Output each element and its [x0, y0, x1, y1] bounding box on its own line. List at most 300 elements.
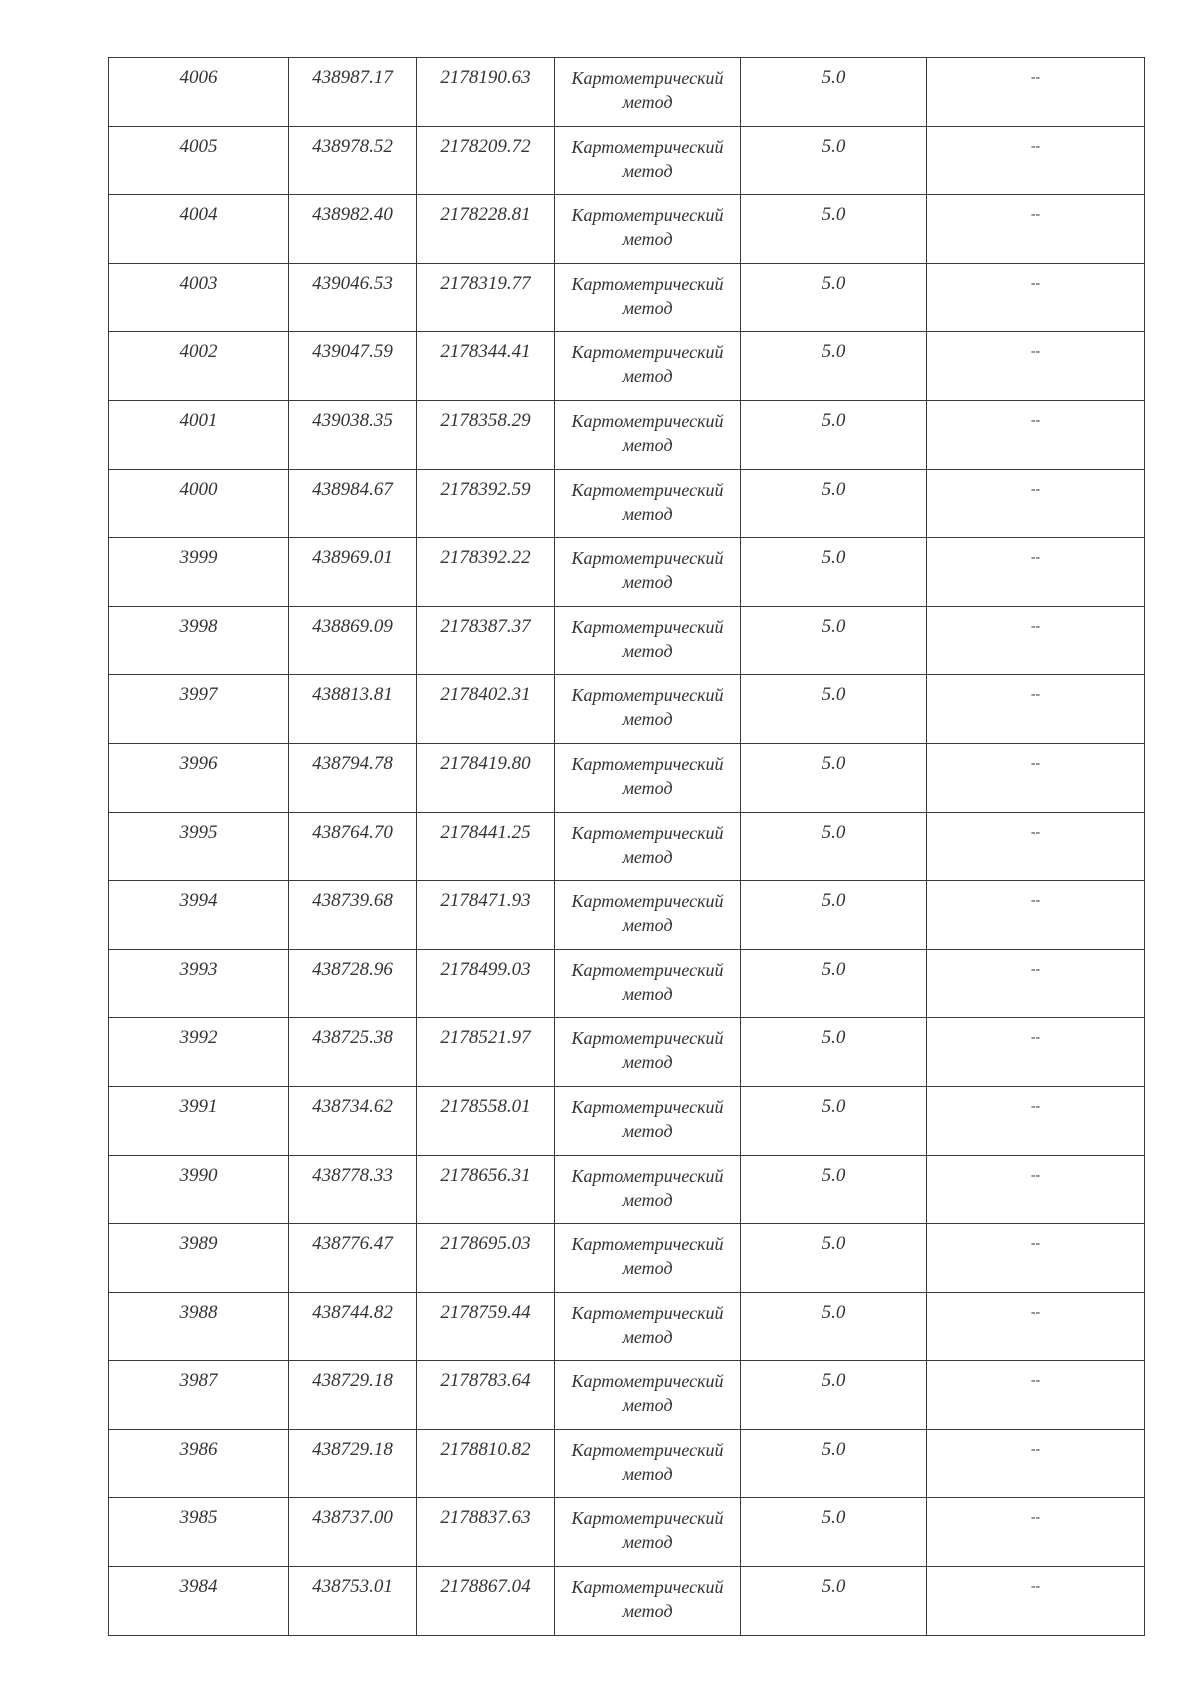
table-row [109, 949, 1145, 1018]
point-number-cell [109, 881, 289, 950]
point-number-cell [109, 400, 289, 469]
method-line-1: Картометрический [571, 753, 724, 774]
y-coordinate: 2178695.03 [440, 1233, 531, 1255]
method-line-1: Картометрический [571, 342, 724, 363]
y-coordinate-cell [417, 126, 555, 195]
y-coordinate: 2178387.37 [440, 615, 531, 637]
x-coordinate: 438744.82 [312, 1301, 393, 1323]
accuracy-value: 5.0 [821, 684, 846, 706]
description-cell [927, 1155, 1145, 1224]
x-coordinate-cell [289, 263, 417, 332]
point-number: 3988 [179, 1301, 218, 1323]
method-line-1: Картометрический [571, 685, 724, 706]
method-cell [555, 1429, 741, 1498]
method-text [555, 1498, 740, 1554]
method-line-1: Картометрический [571, 1577, 724, 1598]
accuracy-value: 5.0 [821, 547, 846, 569]
method-line-1: Картометрический [571, 548, 724, 569]
x-coordinate-cell [289, 606, 417, 675]
table-row [109, 1292, 1145, 1361]
method-line-1: Картометрический [571, 822, 724, 843]
accuracy-cell [741, 812, 927, 881]
table-row [109, 881, 1145, 950]
point-number: 4003 [179, 272, 218, 294]
y-coordinate: 2178228.81 [440, 204, 531, 226]
y-coordinate-cell [417, 812, 555, 881]
x-coordinate: 438869.09 [312, 615, 393, 637]
accuracy-cell [741, 1086, 927, 1155]
y-coordinate-cell [417, 1498, 555, 1567]
method-text [555, 881, 740, 937]
accuracy-cell [741, 1567, 927, 1636]
x-coordinate: 438753.01 [312, 1576, 393, 1598]
method-line-2: метод [622, 1120, 673, 1141]
accuracy-cell [741, 1018, 927, 1087]
description-value: -- [1030, 755, 1041, 771]
table-row [109, 1567, 1145, 1636]
x-coordinate-cell [289, 1018, 417, 1087]
point-number-cell [109, 812, 289, 881]
method-line-2: метод [622, 160, 673, 181]
point-number: 3996 [179, 752, 218, 774]
point-number: 3990 [179, 1164, 218, 1186]
description-value: -- [1030, 618, 1041, 634]
x-coordinate: 438764.70 [312, 821, 393, 843]
x-coordinate: 438969.01 [312, 547, 393, 569]
method-text [555, 1567, 740, 1623]
y-coordinate-cell [417, 881, 555, 950]
table-row [109, 58, 1145, 127]
table-row [109, 332, 1145, 401]
description-cell [927, 812, 1145, 881]
point-number: 3998 [179, 615, 218, 637]
accuracy-value: 5.0 [821, 409, 846, 431]
x-coordinate-cell [289, 195, 417, 264]
description-cell [927, 469, 1145, 538]
accuracy-cell [741, 743, 927, 812]
method-text [555, 470, 740, 526]
point-number: 4001 [179, 409, 218, 431]
x-coordinate-cell [289, 1292, 417, 1361]
description-value: -- [1030, 1167, 1041, 1183]
table-row [109, 469, 1145, 538]
x-coordinate: 438739.68 [312, 890, 393, 912]
table-row [109, 675, 1145, 744]
method-cell [555, 1155, 741, 1224]
method-cell [555, 1086, 741, 1155]
table-row [109, 606, 1145, 675]
x-coordinate-cell [289, 675, 417, 744]
x-coordinate: 438728.96 [312, 958, 393, 980]
accuracy-cell [741, 1292, 927, 1361]
method-cell [555, 126, 741, 195]
description-cell [927, 1498, 1145, 1567]
point-number: 3987 [179, 1370, 218, 1392]
table-row [109, 1498, 1145, 1567]
description-value: -- [1030, 481, 1041, 497]
method-text [555, 332, 740, 388]
description-value: -- [1030, 412, 1041, 428]
method-cell [555, 1224, 741, 1293]
method-cell [555, 675, 741, 744]
x-coordinate-cell [289, 332, 417, 401]
method-line-1: Картометрический [571, 891, 724, 912]
point-number-cell [109, 1429, 289, 1498]
description-cell [927, 332, 1145, 401]
point-number: 3984 [179, 1576, 218, 1598]
y-coordinate: 2178471.93 [440, 890, 531, 912]
method-text [555, 950, 740, 1006]
description-cell [927, 1292, 1145, 1361]
method-line-1: Картометрический [571, 1165, 724, 1186]
method-cell [555, 606, 741, 675]
y-coordinate-cell [417, 1155, 555, 1224]
method-line-2: метод [622, 434, 673, 455]
description-value: -- [1030, 1579, 1041, 1595]
accuracy-cell [741, 949, 927, 1018]
method-cell [555, 1292, 741, 1361]
description-value: -- [1030, 138, 1041, 154]
point-number: 3991 [179, 1095, 218, 1117]
accuracy-cell [741, 195, 927, 264]
y-coordinate: 2178344.41 [440, 341, 531, 363]
method-line-2: метод [622, 1258, 673, 1279]
method-line-1: Картометрический [571, 616, 724, 637]
y-coordinate: 2178810.82 [440, 1438, 531, 1460]
table-row [109, 263, 1145, 332]
method-line-2: метод [622, 1601, 673, 1622]
method-line-2: метод [622, 709, 673, 730]
method-cell [555, 1498, 741, 1567]
point-number: 4005 [179, 135, 218, 157]
description-cell [927, 606, 1145, 675]
accuracy-value: 5.0 [821, 272, 846, 294]
accuracy-cell [741, 881, 927, 950]
method-line-1: Картометрический [571, 205, 724, 226]
method-line-2: метод [622, 1189, 673, 1210]
y-coordinate: 2178499.03 [440, 958, 531, 980]
x-coordinate: 439038.35 [312, 409, 393, 431]
method-line-2: метод [622, 777, 673, 798]
point-number-cell [109, 1361, 289, 1430]
x-coordinate-cell [289, 1224, 417, 1293]
accuracy-cell [741, 58, 927, 127]
x-coordinate: 438729.18 [312, 1370, 393, 1392]
point-number: 4000 [179, 478, 218, 500]
accuracy-value: 5.0 [821, 135, 846, 157]
x-coordinate-cell [289, 1155, 417, 1224]
method-cell [555, 881, 741, 950]
description-value: -- [1030, 961, 1041, 977]
x-coordinate-cell [289, 400, 417, 469]
point-number-cell [109, 263, 289, 332]
description-cell [927, 675, 1145, 744]
x-coordinate-cell [289, 812, 417, 881]
method-line-1: Картометрический [571, 959, 724, 980]
table-row [109, 743, 1145, 812]
x-coordinate-cell [289, 1567, 417, 1636]
point-number: 4004 [179, 204, 218, 226]
description-cell [927, 263, 1145, 332]
accuracy-cell [741, 469, 927, 538]
y-coordinate-cell [417, 400, 555, 469]
point-number: 3995 [179, 821, 218, 843]
accuracy-value: 5.0 [821, 1027, 846, 1049]
method-line-1: Картометрический [571, 1028, 724, 1049]
point-number-cell [109, 1498, 289, 1567]
x-coordinate-cell [289, 58, 417, 127]
table-row [109, 1018, 1145, 1087]
description-cell [927, 1429, 1145, 1498]
method-text [555, 1361, 740, 1417]
description-value: -- [1030, 687, 1041, 703]
y-coordinate: 2178867.04 [440, 1576, 531, 1598]
method-text [555, 1293, 740, 1349]
table-row [109, 1429, 1145, 1498]
x-coordinate: 438978.52 [312, 135, 393, 157]
y-coordinate-cell [417, 949, 555, 1018]
point-number-cell [109, 58, 289, 127]
point-number: 4002 [179, 341, 218, 363]
accuracy-value: 5.0 [821, 204, 846, 226]
accuracy-cell [741, 1498, 927, 1567]
description-cell [927, 1018, 1145, 1087]
description-cell [927, 126, 1145, 195]
method-line-1: Картометрический [571, 1371, 724, 1392]
point-number: 3985 [179, 1507, 218, 1529]
y-coordinate: 2178837.63 [440, 1507, 531, 1529]
description-cell [927, 538, 1145, 607]
description-value: -- [1030, 893, 1041, 909]
accuracy-value: 5.0 [821, 1438, 846, 1460]
x-coordinate: 439047.59 [312, 341, 393, 363]
accuracy-value: 5.0 [821, 1370, 846, 1392]
point-number: 3992 [179, 1027, 218, 1049]
y-coordinate-cell [417, 469, 555, 538]
accuracy-cell [741, 1361, 927, 1430]
description-value: -- [1030, 1510, 1041, 1526]
table-row [109, 195, 1145, 264]
table-row [109, 1086, 1145, 1155]
method-line-2: метод [622, 640, 673, 661]
method-cell [555, 469, 741, 538]
table-row [109, 812, 1145, 881]
table-row [109, 400, 1145, 469]
point-number: 3986 [179, 1438, 218, 1460]
x-coordinate: 438982.40 [312, 204, 393, 226]
description-value: -- [1030, 70, 1041, 85]
point-number-cell [109, 1086, 289, 1155]
point-number-cell [109, 332, 289, 401]
y-coordinate-cell [417, 1018, 555, 1087]
x-coordinate: 438984.67 [312, 478, 393, 500]
description-value: -- [1030, 824, 1041, 840]
coordinates-table [108, 57, 1145, 1636]
point-number-cell [109, 675, 289, 744]
y-coordinate: 2178558.01 [440, 1095, 531, 1117]
description-value: -- [1030, 1441, 1041, 1457]
method-text [555, 813, 740, 869]
method-line-2: метод [622, 503, 673, 524]
point-number-cell [109, 1224, 289, 1293]
accuracy-value: 5.0 [821, 752, 846, 774]
method-cell [555, 743, 741, 812]
method-line-2: метод [622, 846, 673, 867]
accuracy-cell [741, 1224, 927, 1293]
method-cell [555, 949, 741, 1018]
accuracy-value: 5.0 [821, 1095, 846, 1117]
description-cell [927, 400, 1145, 469]
method-line-1: Картометрический [571, 273, 724, 294]
accuracy-value: 5.0 [821, 821, 846, 843]
point-number-cell [109, 538, 289, 607]
x-coordinate: 438813.81 [312, 684, 393, 706]
description-cell [927, 743, 1145, 812]
table-row [109, 538, 1145, 607]
y-coordinate: 2178392.22 [440, 547, 531, 569]
method-line-2: метод [622, 1326, 673, 1347]
y-coordinate-cell [417, 1567, 555, 1636]
method-text [555, 538, 740, 594]
method-line-1: Картометрический [571, 1234, 724, 1255]
x-coordinate: 438776.47 [312, 1233, 393, 1255]
method-line-1: Картометрический [571, 136, 724, 157]
method-line-2: метод [622, 983, 673, 1004]
method-text [555, 127, 740, 183]
method-line-2: метод [622, 297, 673, 318]
accuracy-cell [741, 126, 927, 195]
method-cell [555, 195, 741, 264]
x-coordinate-cell [289, 743, 417, 812]
y-coordinate-cell [417, 743, 555, 812]
method-cell [555, 263, 741, 332]
method-line-1: Картометрический [571, 1096, 724, 1117]
point-number: 3993 [179, 958, 218, 980]
accuracy-cell [741, 606, 927, 675]
method-text [555, 744, 740, 800]
y-coordinate: 2178419.80 [440, 752, 531, 774]
point-number: 3999 [179, 547, 218, 569]
method-line-2: метод [622, 572, 673, 593]
x-coordinate-cell [289, 881, 417, 950]
y-coordinate: 2178358.29 [440, 409, 531, 431]
description-value: -- [1030, 1030, 1041, 1046]
method-line-2: метод [622, 915, 673, 936]
method-text [555, 401, 740, 457]
x-coordinate: 438794.78 [312, 752, 393, 774]
method-line-1: Картометрический [571, 1439, 724, 1460]
description-value: -- [1030, 1304, 1041, 1320]
x-coordinate-cell [289, 469, 417, 538]
method-text [555, 1224, 740, 1280]
method-text [555, 675, 740, 731]
method-line-2: метод [622, 1052, 673, 1073]
x-coordinate: 438737.00 [312, 1507, 393, 1529]
description-cell [927, 1224, 1145, 1293]
point-number-cell [109, 1155, 289, 1224]
point-number-cell [109, 1018, 289, 1087]
y-coordinate-cell [417, 675, 555, 744]
description-cell [927, 1086, 1145, 1155]
y-coordinate-cell [417, 263, 555, 332]
method-text [555, 607, 740, 663]
method-text [555, 58, 740, 114]
accuracy-value: 5.0 [821, 958, 846, 980]
y-coordinate-cell [417, 1361, 555, 1430]
x-coordinate: 438729.18 [312, 1438, 393, 1460]
method-line-2: метод [622, 1463, 673, 1484]
x-coordinate-cell [289, 1429, 417, 1498]
accuracy-value: 5.0 [821, 341, 846, 363]
accuracy-value: 5.0 [821, 615, 846, 637]
point-number-cell [109, 606, 289, 675]
x-coordinate-cell [289, 1498, 417, 1567]
description-value: -- [1030, 1098, 1041, 1114]
y-coordinate: 2178190.63 [440, 67, 531, 88]
y-coordinate-cell [417, 1086, 555, 1155]
accuracy-value: 5.0 [821, 478, 846, 500]
x-coordinate: 439046.53 [312, 272, 393, 294]
method-text [555, 195, 740, 251]
point-number-cell [109, 949, 289, 1018]
y-coordinate-cell [417, 195, 555, 264]
method-cell [555, 1018, 741, 1087]
description-value: -- [1030, 344, 1041, 360]
table-row [109, 1361, 1145, 1430]
description-cell [927, 1361, 1145, 1430]
point-number-cell [109, 743, 289, 812]
method-line-2: метод [622, 1532, 673, 1553]
x-coordinate: 438734.62 [312, 1095, 393, 1117]
accuracy-value: 5.0 [821, 67, 846, 88]
accuracy-cell [741, 263, 927, 332]
x-coordinate: 438987.17 [312, 67, 393, 88]
method-cell [555, 1567, 741, 1636]
method-cell [555, 400, 741, 469]
accuracy-cell [741, 332, 927, 401]
x-coordinate-cell [289, 1086, 417, 1155]
y-coordinate-cell [417, 1292, 555, 1361]
y-coordinate: 2178441.25 [440, 821, 531, 843]
y-coordinate: 2178209.72 [440, 135, 531, 157]
description-cell [927, 949, 1145, 1018]
method-line-2: метод [622, 92, 673, 112]
method-line-2: метод [622, 1395, 673, 1416]
x-coordinate-cell [289, 538, 417, 607]
point-number: 3997 [179, 684, 218, 706]
point-number-cell [109, 1567, 289, 1636]
y-coordinate-cell [417, 332, 555, 401]
method-cell [555, 812, 741, 881]
method-text [555, 264, 740, 320]
description-value: -- [1030, 550, 1041, 566]
x-coordinate: 438725.38 [312, 1027, 393, 1049]
description-value: -- [1030, 207, 1041, 223]
x-coordinate-cell [289, 949, 417, 1018]
accuracy-value: 5.0 [821, 1164, 846, 1186]
description-cell [927, 1567, 1145, 1636]
point-number: 4006 [179, 67, 218, 88]
x-coordinate-cell [289, 1361, 417, 1430]
y-coordinate-cell [417, 1224, 555, 1293]
accuracy-value: 5.0 [821, 890, 846, 912]
method-line-1: Картометрический [571, 410, 724, 431]
table-row [109, 126, 1145, 195]
description-value: -- [1030, 275, 1041, 291]
point-number-cell [109, 469, 289, 538]
accuracy-cell [741, 675, 927, 744]
accuracy-value: 5.0 [821, 1233, 846, 1255]
